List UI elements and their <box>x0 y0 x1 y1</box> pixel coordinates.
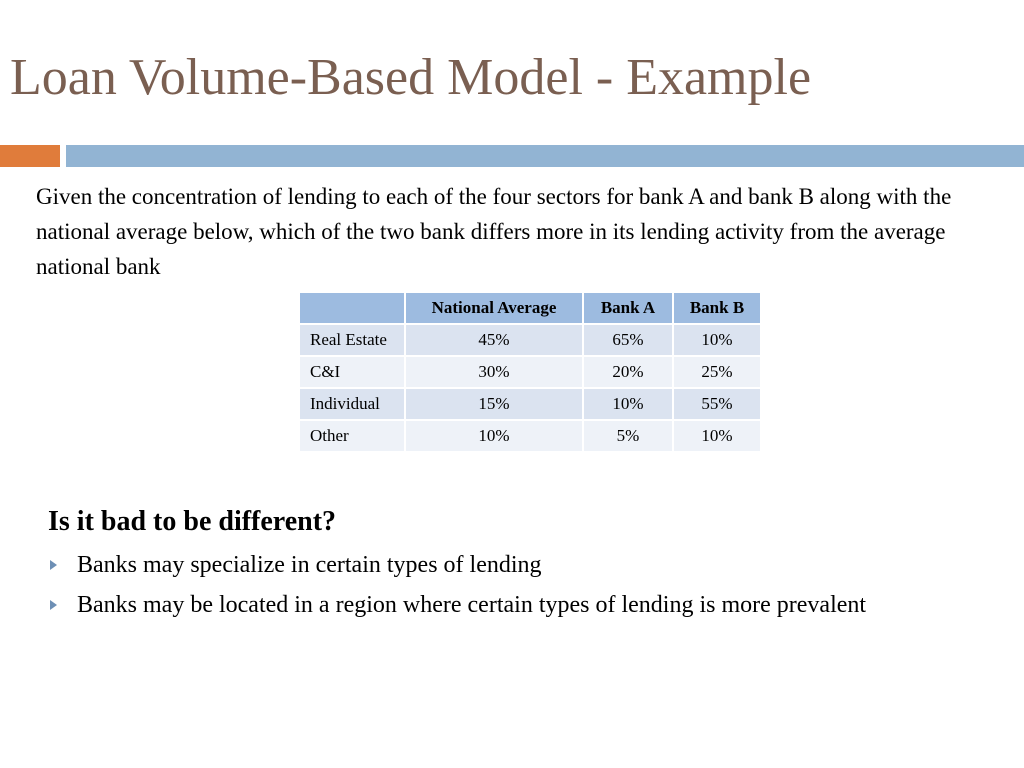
table-header-row <box>299 292 761 324</box>
table-header-cell: National Average <box>405 292 583 324</box>
table-cell: 45% <box>405 324 583 356</box>
row-label: Individual <box>299 388 405 420</box>
slide-title: Loan Volume-Based Model - Example <box>10 49 812 106</box>
table-cell: 5% <box>583 420 673 452</box>
table-row <box>299 356 761 388</box>
table-row <box>299 324 761 356</box>
triangle-right-icon <box>50 560 57 570</box>
intro-text: Given the concentration of lending to each of the four sectors for bank A and bank B along with the national average below, which of the two bank differs more in its lending activity from the average national bank <box>36 184 952 279</box>
table-row <box>299 420 761 452</box>
list-item <box>48 588 948 622</box>
table-cell: 65% <box>583 324 673 356</box>
row-label: Other <box>299 420 405 452</box>
row-label: Real Estate <box>299 324 405 356</box>
table-cell: 25% <box>673 356 761 388</box>
bullet-text: Banks may specialize in certain types of lending <box>77 552 542 578</box>
bullet-text: Banks may be located in a region where certain types of lending is more prevalent <box>77 592 867 618</box>
bullet-list <box>48 548 948 628</box>
accent-bar-orange <box>0 145 60 167</box>
table-header-cell: Bank B <box>673 292 761 324</box>
triangle-right-icon <box>50 600 57 610</box>
accent-bar-blue <box>66 145 1024 167</box>
table-cell: 30% <box>405 356 583 388</box>
table-row <box>299 388 761 420</box>
table-cell: 10% <box>673 420 761 452</box>
discussion-heading: Is it bad to be different? <box>48 506 337 537</box>
table-cell: 10% <box>673 324 761 356</box>
row-label: C&I <box>299 356 405 388</box>
table-cell: 10% <box>405 420 583 452</box>
lending-concentration-table <box>298 291 762 453</box>
table-cell: 10% <box>583 388 673 420</box>
table-header-cell: Bank A <box>583 292 673 324</box>
table-header-cell <box>299 292 405 324</box>
table-cell: 55% <box>673 388 761 420</box>
list-item <box>48 548 948 582</box>
table-cell: 20% <box>583 356 673 388</box>
table-cell: 15% <box>405 388 583 420</box>
